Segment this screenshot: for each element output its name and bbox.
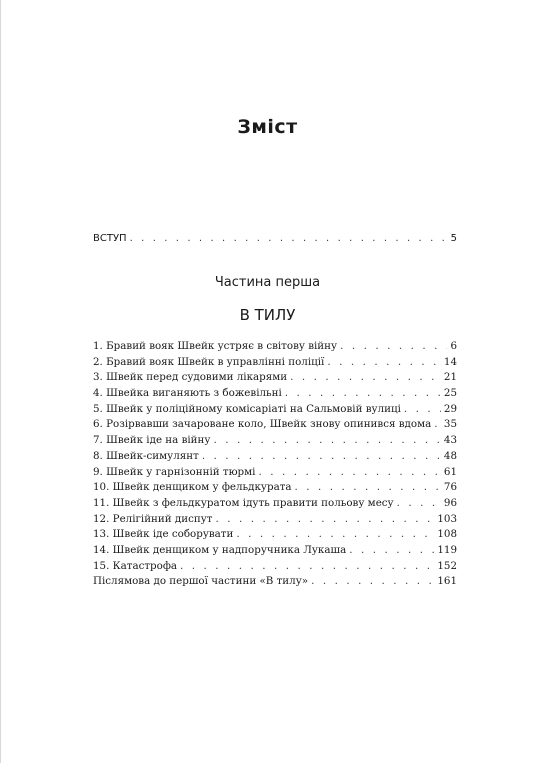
entry-title: 11. Швейк з фельдкуратом ідуть правити польову месу — [93, 496, 394, 509]
entry-title: 1. Бравий вояк Швейк устряє в світову війну — [93, 340, 338, 352]
entry-title: Післямова до першої частини «В тилу» — [93, 575, 309, 588]
entry-title: 14. Швейк денщиком у надпоручника Лукаша — [93, 543, 347, 556]
entry-page-number: 96 — [443, 496, 457, 509]
dot-leader — [295, 480, 441, 494]
toc-entry[interactable] — [93, 559, 457, 575]
entry-title: 9. Швейк у гарнізонній тюрмі — [93, 465, 256, 478]
entry-title: 15. Катастрофа — [93, 559, 178, 572]
toc-entry[interactable] — [93, 512, 457, 528]
entry-page-number: 76 — [443, 481, 457, 494]
entry-title: 6. Розірвавши зачароване коло, Швейк знову опинився вдома — [93, 418, 432, 431]
toc-entry[interactable] — [93, 543, 457, 559]
entry-page-number: 25 — [443, 387, 457, 400]
toc-entry[interactable] — [93, 574, 457, 590]
entry-page-number: 48 — [443, 449, 457, 462]
dot-leader — [340, 339, 447, 353]
part-name: Частина перша — [214, 275, 321, 290]
entry-page-number: 29 — [443, 402, 457, 415]
entry-page-number: 43 — [443, 434, 457, 447]
entry-title: ВСТУП — [93, 233, 127, 244]
dot-leader — [258, 465, 440, 479]
dot-leader — [213, 433, 440, 447]
dot-leader — [202, 449, 441, 463]
toc-entry[interactable] — [93, 527, 457, 543]
toc-entry[interactable] — [93, 386, 457, 402]
dot-leader — [397, 496, 441, 510]
entry-title: 10. Швейк денщиком у фельдкурата — [93, 481, 292, 494]
entry-page-number: 119 — [437, 543, 457, 556]
toc-title: Зміст — [237, 116, 298, 138]
dot-leader — [236, 527, 434, 541]
entry-title: 4. Швейка виганяють з божевільні — [93, 387, 282, 400]
dot-leader — [349, 543, 434, 557]
part-title: В ТИЛУ — [239, 306, 296, 324]
entry-title: 7. Швейк іде на війну — [93, 434, 211, 447]
toc-entry[interactable] — [93, 339, 457, 355]
dot-leader — [311, 574, 434, 588]
entry-page-number: 14 — [443, 355, 457, 368]
entry-page-number: 35 — [443, 418, 457, 431]
dot-leader — [434, 417, 441, 431]
chapter-list — [1, 339, 533, 590]
dot-leader — [285, 386, 441, 400]
toc-entry[interactable] — [93, 370, 457, 386]
entry-title: 13. Швейк іде соборувати — [93, 528, 234, 541]
toc-entry-intro[interactable] — [93, 232, 457, 246]
toc-entry[interactable] — [93, 496, 457, 512]
entry-page-number: 61 — [443, 465, 457, 478]
entry-title: 12. Релігійний диспут — [93, 512, 213, 525]
toc-entry[interactable] — [93, 402, 457, 418]
toc-entry[interactable] — [93, 449, 457, 465]
toc-entry[interactable] — [93, 480, 457, 496]
entry-page-number: 6 — [450, 340, 457, 352]
entry-page-number: 161 — [437, 575, 457, 588]
entry-title: 8. Швейк-симулянт — [93, 449, 199, 462]
entry-title: 3. Швейк перед судовими лікарями — [93, 371, 288, 384]
entry-title: 5. Швейк у поліційному комісаріаті на Сальмовій вулиці — [93, 402, 401, 415]
toc-entry[interactable] — [93, 355, 457, 371]
entry-page-number: 5 — [450, 233, 457, 244]
dot-leader — [404, 402, 441, 416]
entry-page-number: 108 — [437, 528, 457, 541]
toc-entry[interactable] — [93, 417, 457, 433]
toc-entry[interactable] — [93, 433, 457, 449]
dot-leader — [327, 355, 441, 369]
dot-leader — [130, 232, 448, 246]
entry-title: 2. Бравий вояк Швейк в управлінні поліції — [93, 355, 325, 368]
dot-leader — [290, 370, 441, 384]
dot-leader — [180, 559, 434, 573]
entry-page-number: 152 — [437, 559, 457, 572]
dot-leader — [216, 512, 435, 526]
entry-page-number: 103 — [437, 512, 457, 525]
toc-entry[interactable] — [93, 465, 457, 481]
entry-page-number: 21 — [443, 371, 457, 384]
